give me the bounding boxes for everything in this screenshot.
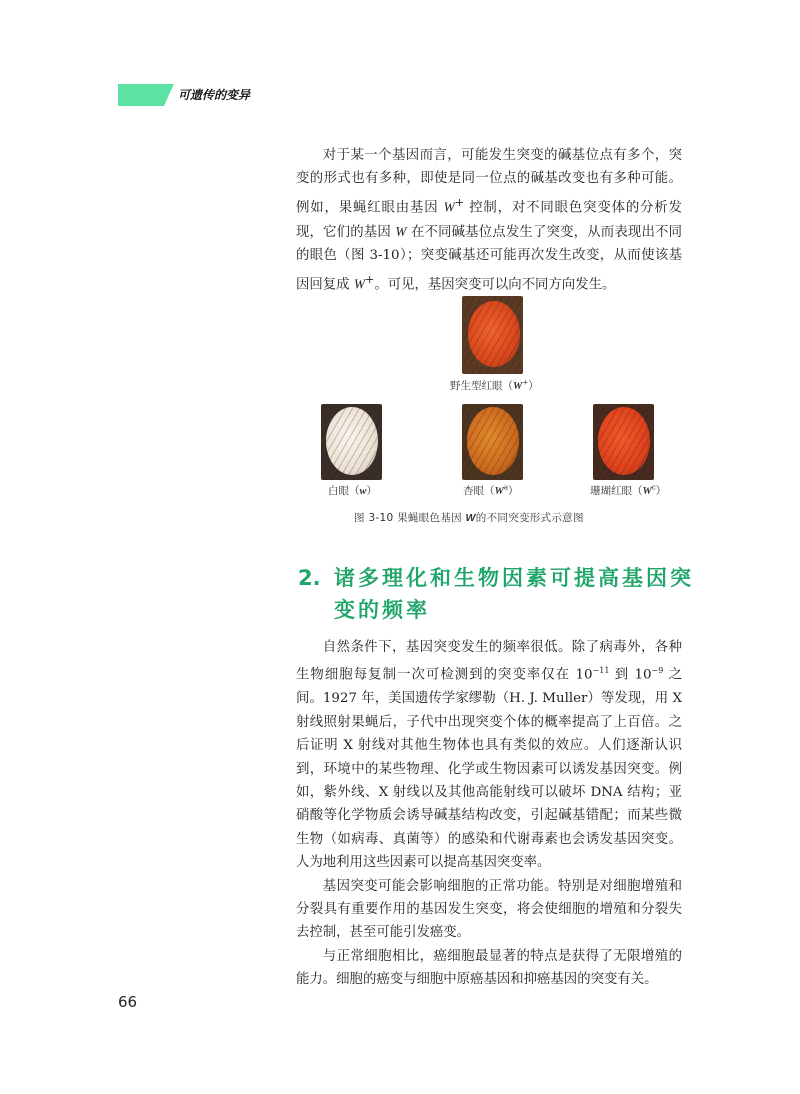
section-body [296, 636, 682, 992]
section-heading: 2. 诸多理化和生物因素可提高基因突 变的频率 [298, 566, 694, 622]
caption-coral-eye: 珊瑚红眼$(W^c)$ [590, 483, 667, 497]
caption-apricot-eye: 杏眼$(W^a)$ [463, 483, 519, 497]
white-eye-photo [321, 404, 382, 480]
caption-white-eye: 白眼（w） [328, 485, 378, 497]
chapter-header-title: 可遗传的变异 [178, 88, 251, 102]
caption-wild-type: 野生型红眼（W+） [450, 378, 539, 392]
coral-red-eye-photo [593, 404, 654, 480]
paragraph-mutation-rate: 自然条件下，基因突变发生的频率很低。除了病毒外，各种生物细胞每复制一次可检测到的突变率仅在 $10^{-11}$ 到 $10^{-9}$ 之间。1927 年，美国遗传学家缪勒（H. J. Muller）等发现，用 X 射线照射果蝇后，子代中出现突变个体的概率提高了上百倍。之后证明 X 射线对其他生物体也具有类似的效应。人们逐渐认识到，环境中的某些物理、化学或生物因素可以诱发基因突变。例如，紫外线、X 射线以及其他高能射线可以破坏 DNA 结构；亚硝酸等化学物质会诱导碱基结构改变，引起碱基错配；而某些微生物（如病毒、真菌等）的感染和代谢毒素也会诱发基因突变。人为地利用这些因素可以提高基因突变率。 [296, 640, 683, 871]
wild-type-red-eye-photo [462, 296, 523, 374]
figure-caption: 图 3-10 果蝇眼色基因 W的不同突变形式示意图 [354, 512, 584, 524]
paragraph-cell-function: 基因突变可能会影响细胞的正常功能。特别是对细胞增殖和分裂具有重要作用的基因发生突变，将会使细胞的增殖和分裂失去控制，甚至可能引发癌变。 [296, 878, 682, 941]
intro-paragraph: 对于某一个基因而言，可能发生突变的碱基位点有多个，突变的形式也有多种，即使是同一位点的碱基改变也有多种可能。例如，果蝇红眼由基因 W+ 控制，对不同眼色突变体的分析发现，它们的基因 W 在不同碱基位点发生了突变，从而表现出不同的眼色（图 3-10）；突变碱基还可能再次发生改变，从而使该基因回复成 W+。可见，基因突变可以向不同方向发生。 [296, 148, 682, 292]
page-number: 66 [118, 993, 138, 1011]
figure-3-10 [300, 296, 680, 531]
paragraph-cancer-cells: 与正常细胞相比，癌细胞最显著的特点是获得了无限增殖的能力。细胞的癌变与细胞中原癌基因和抑癌基因的突变有关。 [296, 948, 682, 988]
chapter-header-band [118, 84, 174, 106]
apricot-eye-photo [462, 404, 523, 480]
